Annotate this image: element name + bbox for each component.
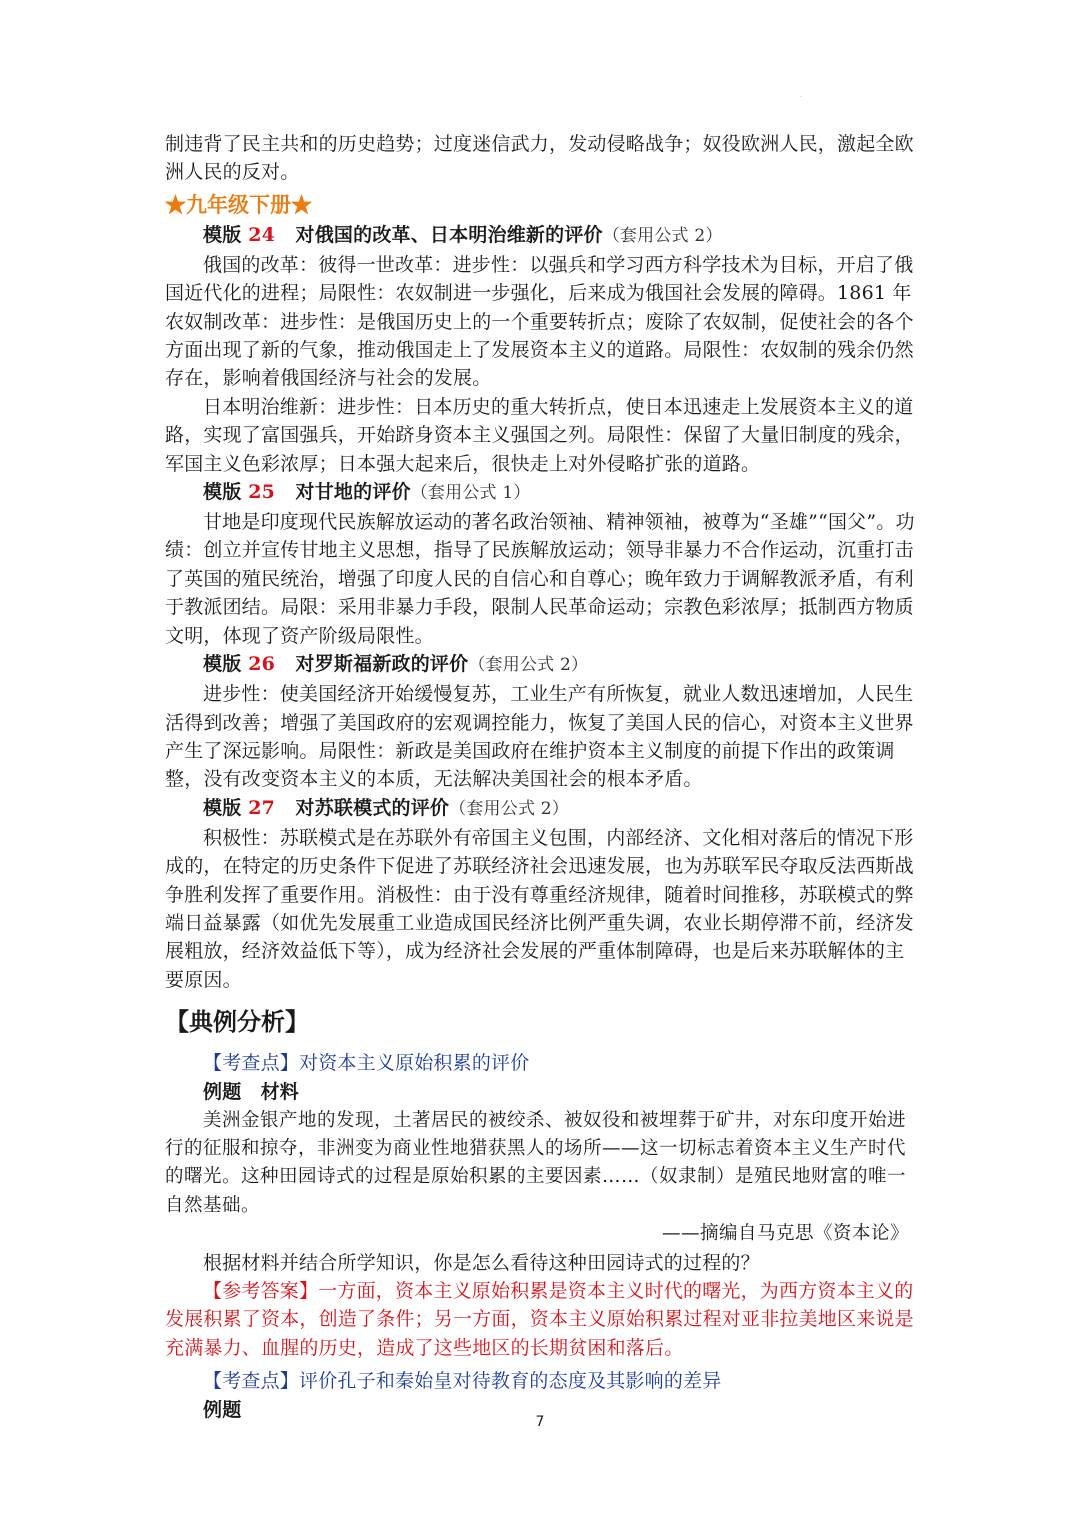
quote-source: ——摘编自马克思《资本论》 bbox=[661, 1223, 909, 1245]
page-number: 7 bbox=[535, 1414, 545, 1430]
template-24-paragraph-1: 俄国的改革：彼得一世改革：进步性：以强兵和学习西方科学技术为目标，开启了俄国近代化的进程；局限性：农奴制进一步强化，后来成为俄国社会发展的障碍。1861 年农奴制改革：进步性：是俄国历史上的一个重要转折点；废除了农奴制，促使社会的各个方面出现了新的气象，推动俄国走上了发展资本主义的道路。局限性：农奴制的残余仍然存在，影响着俄国经济与社会的发展。 bbox=[165, 253, 914, 390]
template-heading-27 bbox=[165, 794, 917, 824]
template-title: 对俄国的改革、日本明治维新的评价 bbox=[295, 223, 603, 246]
template-25-paragraph: 甘地是印度现代民族解放运动的著名政治领袖、精神领袖，被尊为“圣雄”“国父”。功绩：创立并宣传甘地主义思想，指导了民族解放运动；领导非暴力不合作运动，沉重打击了英国的殖民统治，增强了印度人民的自信心和自尊心；晚年致力于调解教派矛盾，有利于教派团结。局限：采用非暴力手段，限制人民革命运动；宗教色彩浓厚；抵制西方物质文明，体现了资产阶级局限性。 bbox=[165, 511, 915, 647]
template-heading-26 bbox=[165, 650, 917, 680]
page-content bbox=[165, 130, 917, 1425]
exam-point-tag: 【考查点】 bbox=[203, 1052, 300, 1075]
template-title: 对甘地的评价 bbox=[295, 481, 411, 504]
decorative-dot: . bbox=[800, 92, 802, 99]
template-prefix: 模版 bbox=[203, 223, 242, 246]
template-title: 对罗斯福新政的评价 bbox=[295, 653, 469, 676]
template-formula: （套用公式 2） bbox=[468, 655, 589, 676]
example-quote: 美洲金银产地的发现，土著居民的被绞杀、被奴役和被埋葬于矿井，对东印度开始进行的征服和掠夺，非洲变为商业性地猎获黑人的场所——这一切标志着资本主义生产时代的曙光。这种田园诗式的过程是原始积累的主要因素……（奴隶制）是殖民地财富的唯一自然基础。 bbox=[165, 1109, 907, 1216]
template-number: 26 bbox=[248, 653, 276, 676]
template-prefix: 模版 bbox=[203, 796, 242, 819]
template-27-paragraph: 积极性：苏联模式是在苏联外有帝国主义包围，内部经济、文化相对落后的情况下形成的，在特定的历史条件下促进了苏联经济社会迅速发展，也为苏联军民夺取反法西斯战争胜利发挥了重要作用。消极性：由于没有尊重经济规律，随着时间推移，苏联模式的弊端日益暴露（如优先发展重工业造成国民经济比例严重失调，农业长期停滞不前，经济发展粗放，经济效益低下等），成为经济社会发展的严重体制障碍，也是后来苏联解体的主要原因。 bbox=[165, 826, 914, 991]
grade-heading: ★九年级下册★ bbox=[165, 191, 312, 217]
exam-point-topic: 评价孔子和秦始皇对待教育的态度及其影响的差异 bbox=[299, 1370, 722, 1393]
example-question: 根据材料并结合所学知识，你是怎么看待这种田园诗式的过程的？ bbox=[203, 1251, 760, 1274]
template-formula: （套用公式 1） bbox=[410, 483, 531, 504]
template-title: 对苏联模式的评价 bbox=[295, 796, 450, 819]
template-formula: （套用公式 2） bbox=[449, 798, 569, 819]
exam-point-1 bbox=[165, 1048, 917, 1078]
continued-paragraph: 制违背了民主共和的历史趋势；过度迷信武力，发动侵略战争；奴役欧洲人民，激起全欧洲人民的反对。 bbox=[165, 133, 914, 184]
exam-point-tag: 【考查点】 bbox=[203, 1370, 300, 1393]
answer-text: 一方面，资本主义原始积累是资本主义时代的曙光，为西方资本主义的发展积累了资本，创造了条件；另一方面，资本主义原始积累过程对亚非拉美地区来说是充满暴力、血腥的历史，造成了这些地区的长期贫困和落后。 bbox=[165, 1280, 914, 1359]
exam-point-topic: 对资本主义原始积累的评价 bbox=[299, 1052, 530, 1075]
template-number: 27 bbox=[248, 796, 276, 819]
template-heading-25 bbox=[165, 478, 917, 508]
template-26-paragraph: 进步性：使美国经济开始缓慢复苏，工业生产有所恢复，就业人数迅速增加，人民生活得到改善；增强了美国政府的宏观调控能力，恢复了美国人民的信心，对资本主义世界产生了深远影响。局限性：新政是美国政府在维护资本主义制度的前提下作出的政策调整，没有改变资本主义的本质，无法解决美国社会的根本矛盾。 bbox=[165, 683, 914, 791]
template-number: 25 bbox=[248, 481, 276, 504]
reference-answer bbox=[165, 1277, 917, 1362]
example-label: 例题 材料 bbox=[203, 1081, 300, 1104]
answer-tag: 【参考答案】 bbox=[203, 1280, 319, 1302]
template-formula: （套用公式 2） bbox=[602, 225, 723, 246]
template-heading-24 bbox=[165, 221, 917, 251]
exam-point-2 bbox=[165, 1366, 917, 1396]
section-heading: 【典例分析】 bbox=[165, 1007, 309, 1037]
template-24-paragraph-2: 日本明治维新：进步性：日本历史的重大转折点，使日本迅速走上发展资本主义的道路，实现了富国强兵，开始跻身资本主义强国之列。局限性：保留了大量旧制度的残余，军国主义色彩浓厚；日本强大起来后，很快走上对外侵略扩张的道路。 bbox=[165, 395, 914, 475]
template-number: 24 bbox=[248, 223, 276, 246]
example-label-2: 例题 bbox=[203, 1399, 242, 1422]
template-prefix: 模版 bbox=[203, 481, 242, 504]
template-prefix: 模版 bbox=[203, 653, 242, 676]
